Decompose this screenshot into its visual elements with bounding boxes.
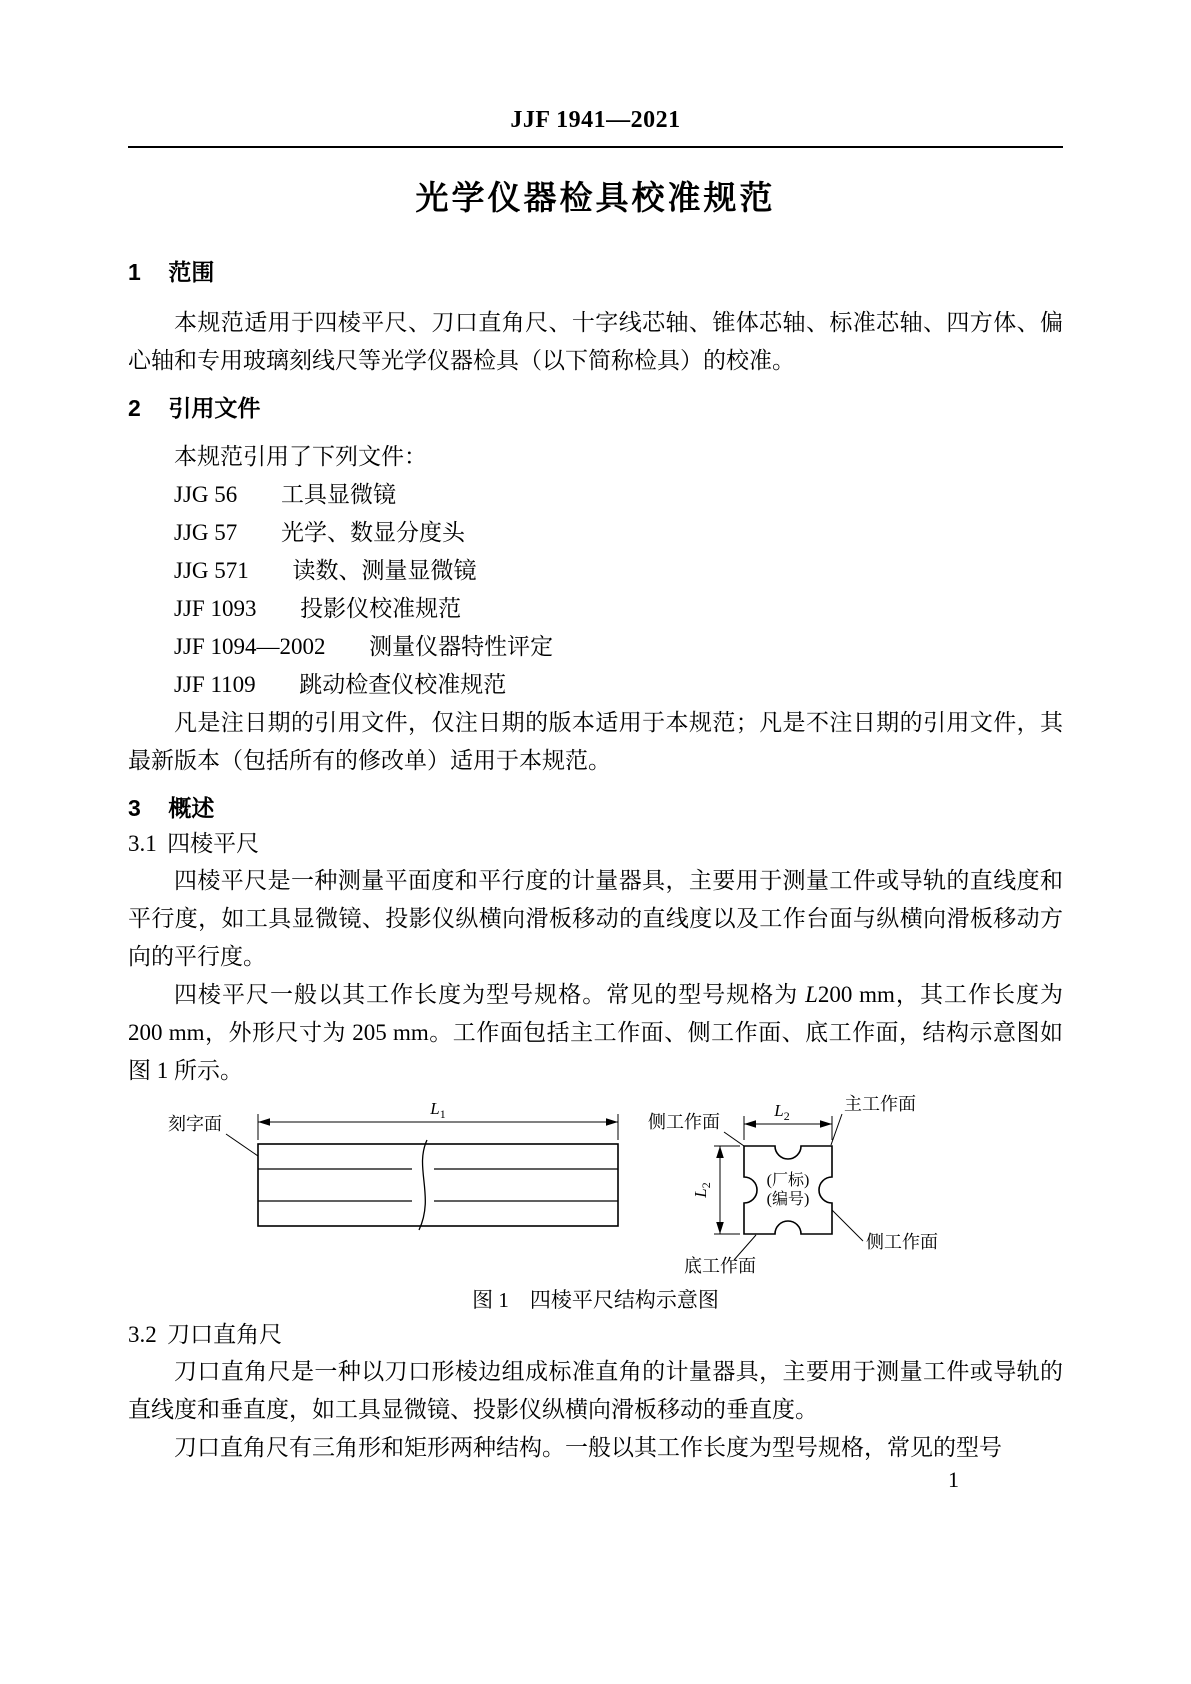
section3-2-heading xyxy=(128,1321,1063,1349)
reference-item xyxy=(174,628,1063,666)
figure1-diagram xyxy=(128,1094,1063,1279)
doc-title: 光学仪器检具校准规范 xyxy=(415,179,776,216)
main-face-leader xyxy=(831,1114,842,1145)
side-face-top-leader xyxy=(724,1132,744,1146)
section3-2-paragraph2: 刀口直角尺有三角形和矩形两种结构。一般以其工作长度为型号规格，常见的型号 xyxy=(174,1435,1002,1460)
section3-title: 概述 xyxy=(168,795,215,821)
figure1-caption: 图 1 四棱平尺结构示意图 xyxy=(472,1288,719,1312)
figure1 xyxy=(128,1094,1063,1315)
section3-2-paragraph1: 刀口直角尺是一种以刀口形棱边组成标准直角的计量器具，主要用于测量工件或导轨的直线度和垂直度，如工具显微镜、投影仪纵横向滑板移动的垂直度。 xyxy=(128,1359,1063,1422)
section3-1-number: 3.1 xyxy=(128,831,157,856)
reference-list xyxy=(128,476,1063,704)
reference-name: 读数、测量显微镜 xyxy=(292,558,477,583)
reference-code: JJG 56 xyxy=(174,482,238,507)
section3-1-paragraph1: 四棱平尺是一种测量平面度和平行度的计量器具，主要用于测量工件或导轨的直线度和平行度，如工具显微镜、投影仪纵横向滑板移动的直线度以及工作台面与纵横向滑板移动方向的平行度。 xyxy=(128,868,1063,969)
paragraph-text: 四棱平尺一般以其工作长度为型号规格。常见的型号规格为 xyxy=(174,982,806,1007)
section3-1-paragraph2 xyxy=(128,976,1063,1090)
arrowhead-right xyxy=(820,1120,832,1128)
break-line xyxy=(419,1140,427,1230)
reference-name: 投影仪校准规范 xyxy=(300,596,462,621)
length-symbol: L xyxy=(805,982,818,1007)
section3-heading xyxy=(128,794,1063,822)
dim-l2-top-subscript: 2 xyxy=(783,1109,790,1123)
reference-item xyxy=(174,666,1063,704)
page-number: 1 xyxy=(948,1467,959,1492)
reference-name: 工具显微镜 xyxy=(280,482,396,507)
engraved-face-leader xyxy=(226,1134,258,1156)
section3-number: 3 xyxy=(128,795,141,821)
section2-note: 凡是注日期的引用文件，仅注日期的版本适用于本规范；凡是不注日期的引用文件，其最新版本（包括所有的修改单）适用于本规范。 xyxy=(128,710,1063,773)
label-serial-number: (编号) xyxy=(766,1191,810,1208)
label-factory-mark: (厂标) xyxy=(766,1172,810,1189)
arrowhead-right xyxy=(606,1118,618,1126)
paragraph-text: 200 mm，其工作长度为 200 mm，外形尺寸为 205 mm。工作面包括主工作面、侧工作面、底工作面，结构示意图如图 1 所示。 xyxy=(128,982,1064,1083)
section2-heading xyxy=(128,394,1063,422)
dim-l2-top-symbol: L xyxy=(774,1101,784,1120)
arrowhead-left xyxy=(744,1120,756,1128)
section3-1-heading xyxy=(128,830,1063,858)
dim-l2-left-label xyxy=(691,1182,713,1198)
dim-l1-subscript: 1 xyxy=(439,1107,446,1121)
section1-title: 范围 xyxy=(168,259,215,285)
reference-item xyxy=(174,476,1063,514)
section2-number: 2 xyxy=(128,395,141,421)
figure1-left-view xyxy=(226,1114,618,1230)
cross-section-outline xyxy=(744,1146,832,1234)
reference-name: 测量仪器特性评定 xyxy=(369,634,554,659)
side-face-right-leader xyxy=(832,1210,863,1241)
reference-name: 光学、数显分度头 xyxy=(280,520,465,545)
section1-paragraph: 本规范适用于四棱平尺、刀口直角尺、十字线芯轴、锥体芯轴、标准芯轴、四方体、偏心轴和专用玻璃刻线尺等光学仪器检具（以下简称检具）的校准。 xyxy=(128,310,1063,373)
label-main-face: 主工作面 xyxy=(844,1094,916,1114)
reference-code: JJG 571 xyxy=(174,558,249,583)
section2-intro: 本规范引用了下列文件： xyxy=(174,444,427,469)
dim-l1-label xyxy=(429,1099,445,1121)
label-bottom-face: 底工作面 xyxy=(684,1256,756,1276)
dim-l1-symbol: L xyxy=(430,1099,440,1118)
arrowhead-up xyxy=(716,1146,724,1158)
arrowhead-down xyxy=(716,1222,724,1234)
section1-number: 1 xyxy=(128,259,141,285)
reference-code: JJF 1093 xyxy=(174,596,257,621)
section2-title: 引用文件 xyxy=(168,395,261,421)
header-rule xyxy=(128,146,1063,148)
dim-l2-left-subscript: 2 xyxy=(699,1182,713,1189)
section3-2-number: 3.2 xyxy=(128,1322,157,1347)
reference-code: JJF 1094—2002 xyxy=(174,634,326,659)
reference-item xyxy=(174,590,1063,628)
label-side-face-top: 侧工作面 xyxy=(648,1112,720,1132)
label-engraved-face: 刻字面 xyxy=(168,1114,222,1134)
section3-2-title: 刀口直角尺 xyxy=(167,1322,283,1347)
dim-l2-left-symbol: L xyxy=(691,1188,710,1198)
doc-number: JJF 1941—2021 xyxy=(510,107,681,133)
ruler-side-outline xyxy=(258,1144,618,1226)
section1-heading xyxy=(128,258,1063,286)
reference-code: JJF 1109 xyxy=(174,672,256,697)
reference-item xyxy=(174,552,1063,590)
arrowhead-left xyxy=(258,1118,270,1126)
reference-code: JJG 57 xyxy=(174,520,238,545)
section3-1-title: 四棱平尺 xyxy=(167,831,260,856)
label-side-face-right: 侧工作面 xyxy=(866,1232,938,1252)
reference-name: 跳动检查仪校准规范 xyxy=(299,672,507,697)
reference-item xyxy=(174,514,1063,552)
dim-l2-top-label xyxy=(773,1101,789,1123)
